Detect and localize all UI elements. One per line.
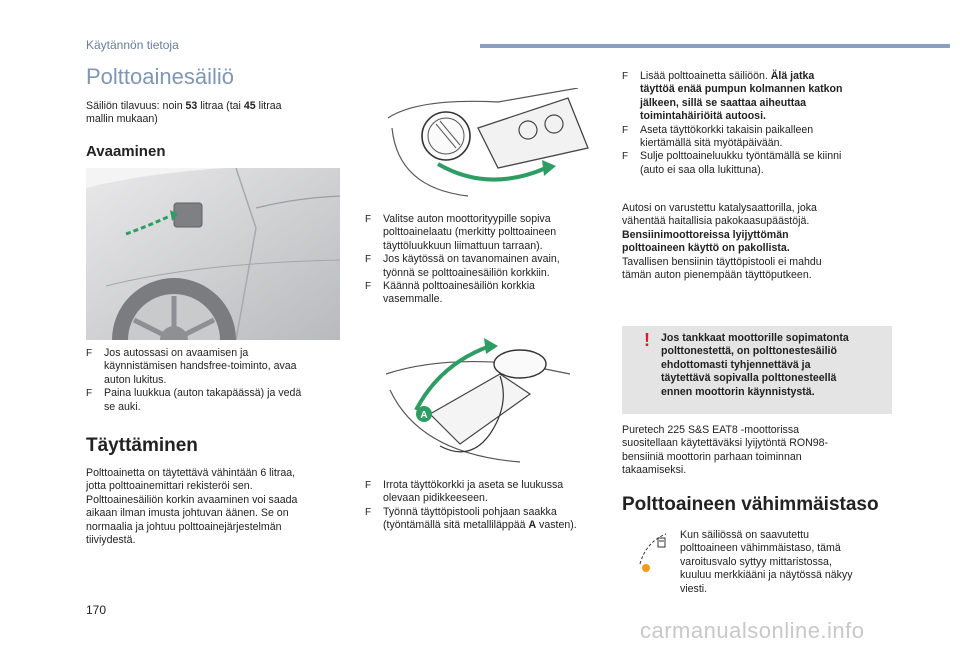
list-item: F Jos autossasi on avaamisen ja käynnistämisen handsfree-toiminto, avaa auton lukitus. (86, 347, 297, 386)
capacity-text: Säiliön tilavuus: noin 53 litraa (tai 45 litraa mallin mukaan) (86, 100, 282, 126)
warning-icon: ! (644, 330, 650, 350)
list-item: F Lisää polttoainetta säiliöön. Älä jatka täyttöä enää pumpun kolmannen katkon jälkeen, sillä se saattaa aiheuttaa toimintahäiriöitä autoosi. (622, 70, 843, 123)
heading-min-level: Polttoaineen vähimmäistaso (622, 494, 879, 515)
page-title: Polttoainesäiliö (86, 64, 234, 89)
fuel-nozzle-image (380, 334, 602, 472)
middle-list-bottom (365, 479, 610, 533)
list-item: F Jos käytössä on tavanomainen avain, työnnä se polttoainesäiliön korkkiin. (365, 253, 560, 279)
puretech-text: Puretech 225 S&S EAT8 -moottorissa suositellaan käytettäväksi lyijytöntä RON98- bensiiniä moottorin parhaan toiminnan takaamiseksi. (622, 424, 829, 477)
page-number: 170 (86, 603, 107, 617)
marker-a-label: A (420, 410, 428, 421)
min-level-text: Kun säiliössä on saavutettu polttoaineen vähimmäistaso, tämä varoitusvalo syttyy mittaristossa, kuuluu merkkiääni ja näytössä näkyy viesti. (680, 529, 853, 595)
avaaminen-list (86, 347, 336, 414)
list-item: F Paina luukkua (auton takapäässä) ja vedä se auki. (86, 387, 302, 413)
list-item: F Sulje polttoaineluukku työntämällä se kiinni (auto ei saa olla lukittuna). (622, 150, 842, 176)
list-item: F Käännä polttoainesäiliön korkkia vasemmalle. (365, 280, 535, 306)
fuel-cap-image (378, 88, 600, 200)
list-item: F Työnnä täyttöpistooli pohjaan saakka (työntämällä sitä metalliläppää A vasten). (365, 505, 577, 532)
header-bar (480, 44, 950, 48)
tayttaminen-text: Polttoainetta on täytettävä vähintään 6 litraa, jotta polttoainemittari rekisteröi sen. Polttoainesäiliön korkin avaaminen voi saada aikaan ilman imusta johtuvan äänen. Se on normaalia ja johtuu polttoainejärjestelmän tiiviydestä. (86, 467, 298, 547)
car-fuel-flap-illustration (86, 168, 340, 340)
fuel-warning-lamp-icon (636, 530, 674, 576)
fuel-nozzle-illustration (380, 334, 602, 472)
car-rear-image (86, 168, 340, 340)
list-item: F Aseta täyttökorkki takaisin paikalleen kiertämällä sitä myötäpäivään. (622, 123, 814, 150)
list-item: F Valitse auton moottorityypille sopiva polttoainelaatu (merkitty polttoaineen täyttöluukkuun liimattuun tarraan). (365, 213, 557, 252)
catalyst-text: Autosi on varustettu katalysaattorilla, joka vähentää haitallisia pakokaasupäästöjä. Bensiinimoottoreissa lyijyttömän polttoaineen käyttö on pakollista. Tavallisen bensiinin täyttöpistooli ei mahdu tämän auton pienempään täyttöputkeen. (622, 202, 822, 282)
fuel-cap-turn-illustration (378, 88, 600, 200)
list-item: F Irrota täyttökorkki ja aseta se luukussa olevaan pidikkeeseen. (365, 479, 564, 505)
middle-list-top (365, 213, 605, 307)
watermark: carmanualsonline.info (640, 618, 865, 643)
heading-avaaminen: Avaaminen (86, 143, 166, 160)
right-list (622, 70, 897, 177)
warning-text: Jos tankkaat moottorille sopimatonta polttonestettä, on polttonestesäiliö ehdottomasti tyhjennettävä ja täytettävä sopivalla polttonesteellä ennen moottorin käynnistystä. (661, 332, 849, 398)
heading-tayttaminen: Täyttäminen (86, 435, 198, 456)
section-label: Käytännön tietoja (86, 38, 179, 52)
